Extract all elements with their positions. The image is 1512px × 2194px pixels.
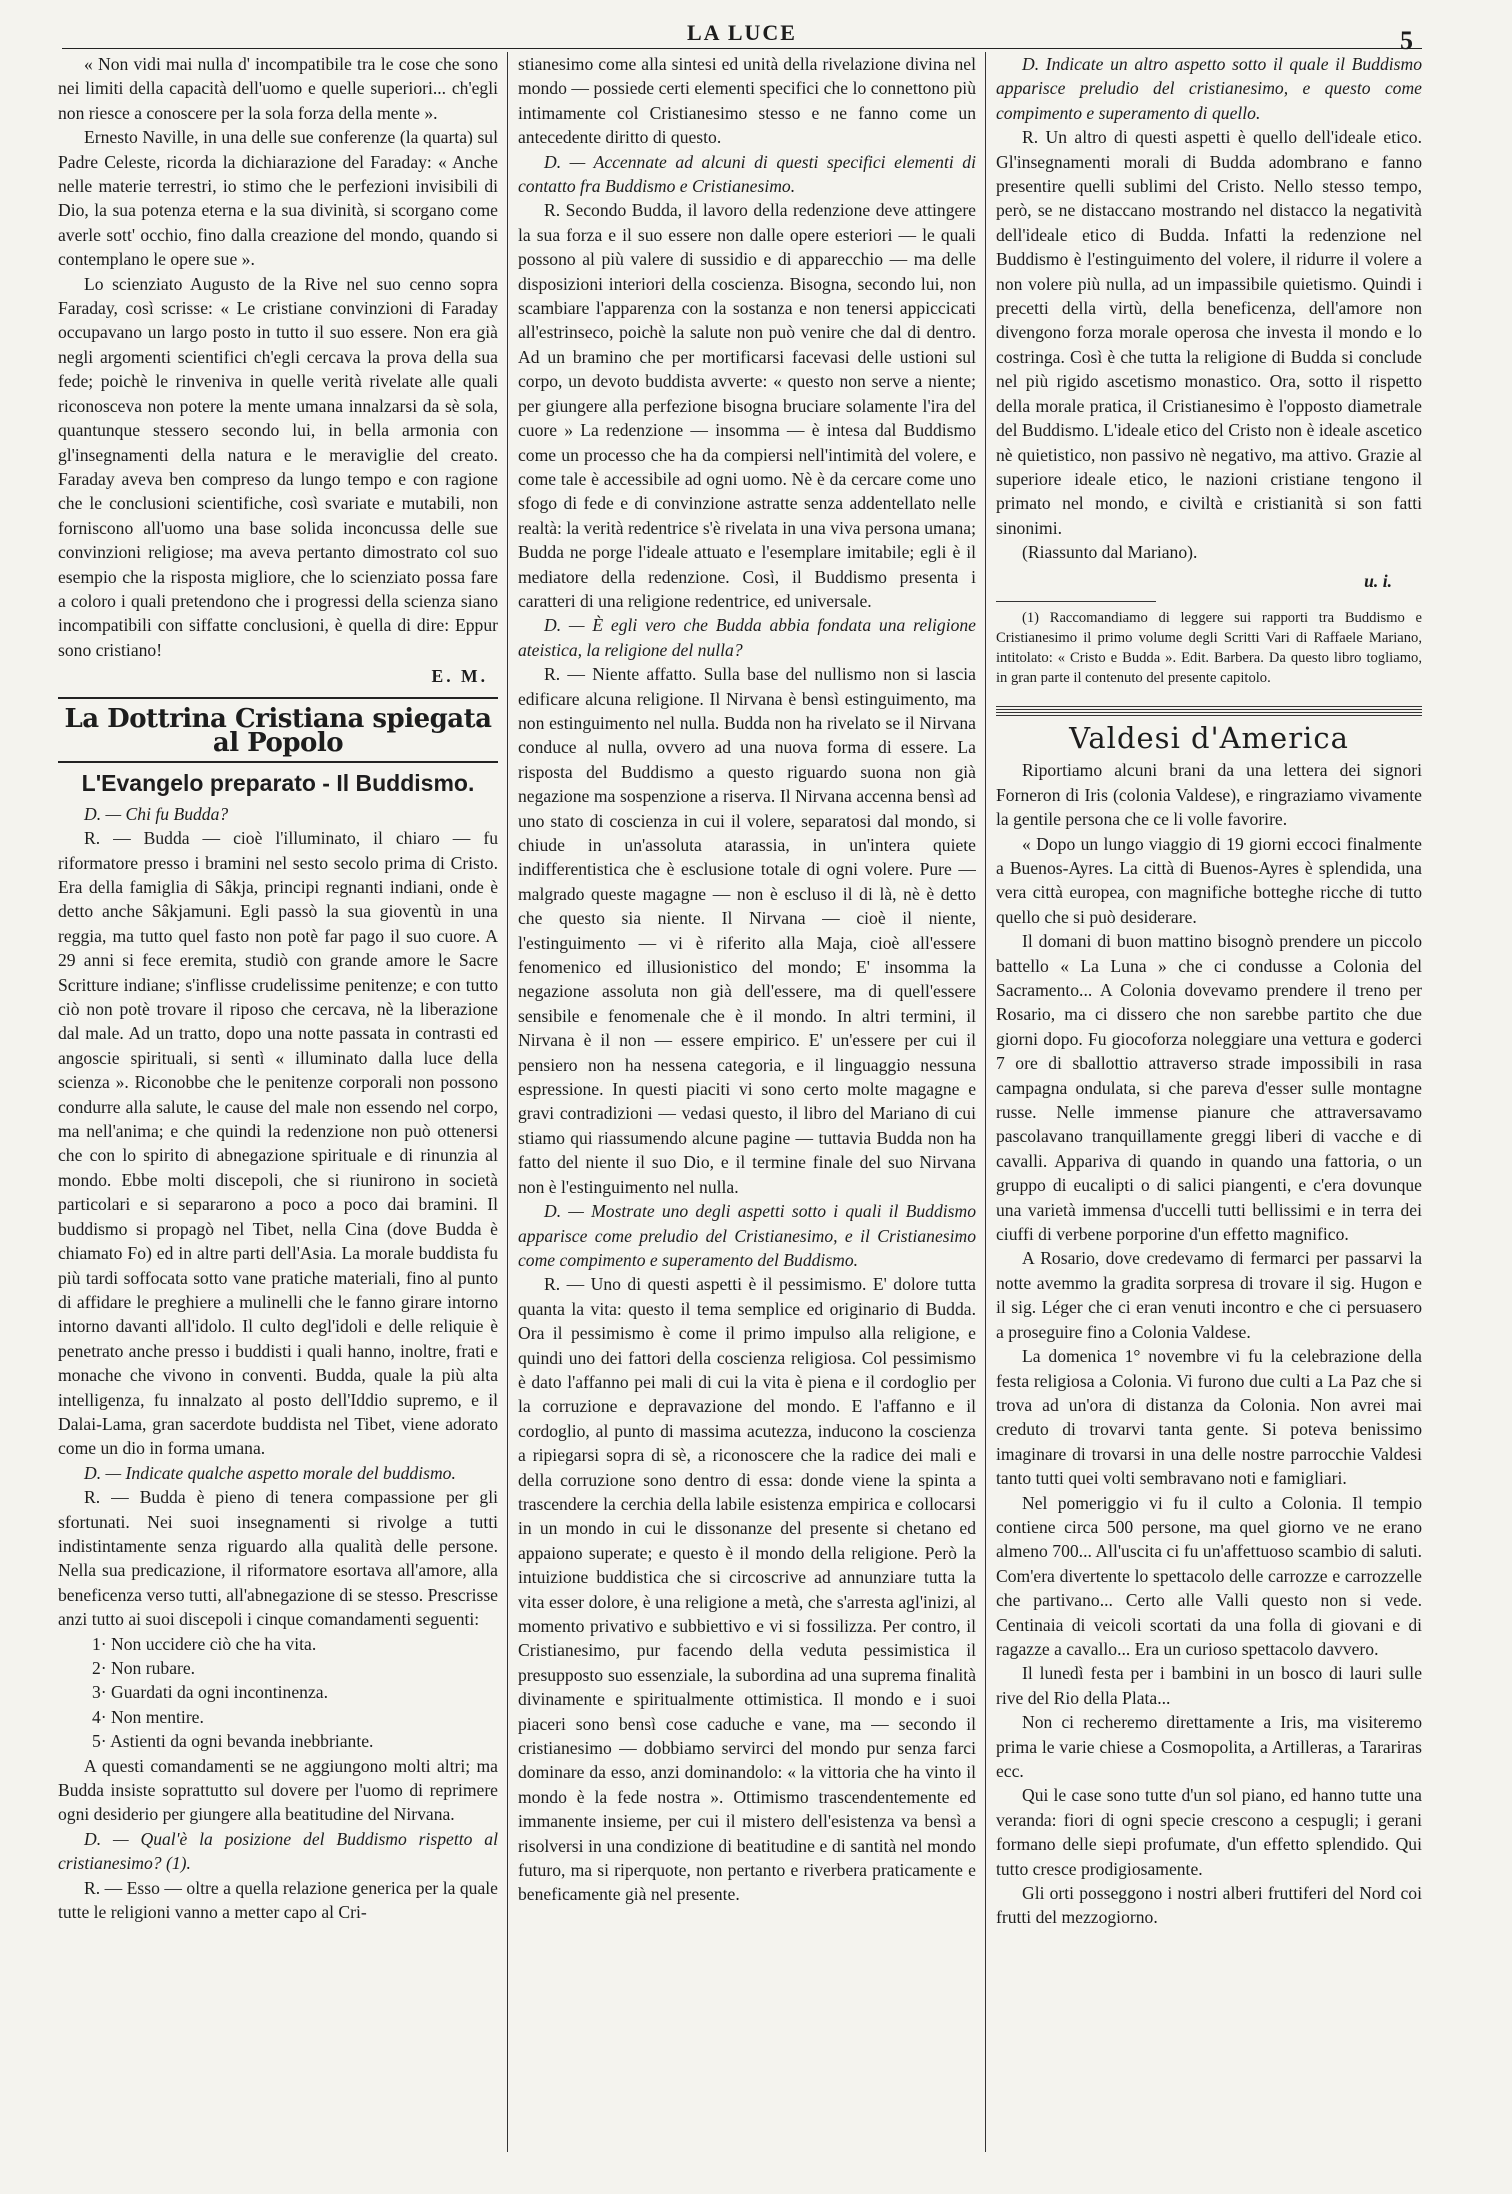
paragraph: Il domani di buon mattino bisognò prendere un piccolo battello « La Luna » che ci condusse a Colonia del Sacramento... A Colonia dovevamo prendere il treno per Rosario, ma ci dissero che non sarebbe partito che due giorni dopo. Fu giocoforza noleggiare una vettura e goderci 7 ore di sballottio attraverso strade impossibili in rasa campagna ondulata, si che pareva d'esser sulle montagne russe. Nelle immense pianure che attraversavamo pascolavano tranquillamente greggi liberi di vacche e di cavalli. Appariva di quando in quando una fattoria, o un gruppo di eucalipti o di salici piangenti, e c'era dovunque una varietà immensa d'uccelli tutti bellissimi e in terra dei ciuffi di verbene porporine d'un effetto magnifico. xyxy=(996,931,1422,1245)
question: D. — Chi fu Budda? xyxy=(84,803,229,824)
question: D. — Accennate ad alcuni di questi specifici elementi di contatto fra Buddismo e Cristianesimo. xyxy=(518,151,976,197)
list-item: 3· Guardati da ogni incontinenza. xyxy=(92,1682,328,1703)
answer: R. Secondo Budda, il lavoro della redenzione deve attingere la sua forza e il suo essere non dalle opere esteriori — le quali possono al più valere di sussidio e di apparecchio — ma delle disposizioni interiori della coscienza. Bisogna, secondo lui, non scambiare l'apparenza con la sostanza e non tenersi appiccicati all'estrinseco, poichè la salute non può venire che dal di dentro. Ad un bramino che per mortificarsi facevasi delle ustioni sul corpo, un devoto buddista avverte: « questo non serve a niente; per giungere alla perfezione bisogna bruciare solamente l'ira del cuore » La redenzione — insomma — è intesa dal Buddismo come un processo che ha da compiersi nell'intimità del volere, e come tale è accessibile ad ogni uomo. Nè è da cercare come uno sfogo di fede e di convinzione astratte senza addentellato nelle realtà: la verità redentrice s'è rivelata in una viva persona umana; Budda ne porge l'ideale attuato e l'esemplare imitabile; egli è il mediatore della redenzione. Così, il Buddismo presenta i caratteri di una religione redentrice, ed universale. xyxy=(518,200,976,611)
answer: R. — Niente affatto. Sulla base del nullismo non si lascia edificare alcuna religione. Il Nirvana è bensì estinguimento, ma non estinguimento nel nulla. Budda non ha rivelato se il Nirvana conduce al nulla, ovvero ad una nuova forma di essere. La risposta del Buddismo a questo riguardo suona non già negazione ma sospenzione a riserva. Il Nirvana accenna bensì ad uno stato di coscienza in cui il volere, separatosi dal mondo, si chiude in un'assoluta atarassia, in un'intera quiete indifferentistica che è esclusione totale di ogni volere. Pure — malgrado queste magagne — non è escluso il di là, nè è detto che questo sia niente. Il Nirvana — cioè il niente, l'estinguimento — vi è riferito alla Maja, cioè all'essere fenomenico ed illusionistico del mondo; E' insomma la negazione assoluta non già dell'essere, ma di quell'essere sensibile e fenomenale che è il mondo. In altri termini, il Nirvana è il non — essere empirico. E' un'essere per cui il pensiero non ha nessena categoria, e il linguaggio nessuna espressione. In questi piaciti vi sono certo molte magagne e gravi contradizioni — vedasi questo, il libro del Mariano di cui stiamo qui riassumendo alcune pagine — tuttavia Budda non ha fatto del niente il suo Dio, e il termine finale del suo Nirvana non è l'estinguimento nel nulla. xyxy=(518,664,976,1197)
column-2 xyxy=(518,52,976,2152)
paragraph: « Non vidi mai nulla d' incompatibile tra le cose che sono nei limiti della capacità dell'uomo e quelle superiori... ch'egli non riesce a conoscere per la sola forza della mente ». xyxy=(58,54,498,123)
footnote: (1) Raccomandiamo di leggere sui rapporti tra Buddismo e Cristianesimo il primo volume degli Scritti Vari di Raffaele Mariano, intitolato: « Cristo e Budda ». Edit. Barbera. Da questo libro togliamo, in gran parte il contenuto del presente capitolo. xyxy=(996,609,1422,686)
paragraph: Riportiamo alcuni brani da una lettera dei signori Forneron di Iris (colonia Valdese), e ringraziamo vivamente la gentile persona che ce li volle favorire. xyxy=(996,760,1422,830)
section-divider xyxy=(996,704,1422,716)
paragraph: A questi comandamenti se ne aggiungono molti altri; ma Budda insiste soprattutto sul dovere per l'uomo di reprimere ogni desiderio per giungere alla beatitudine del Nirvana. xyxy=(58,1755,498,1825)
question: D. — Indicate qualche aspetto morale del buddismo. xyxy=(84,1462,456,1483)
paragraph: A Rosario, dove credevamo di fermarci per passarvi la notte avemmo la gradita sorpresa di trovare il sig. Hugon e il sig. Léger che ci eran venuti incontro e che ci persuasero a proseguire fino a Colonia Valdese. xyxy=(996,1248,1422,1342)
page-number: 5 xyxy=(1400,26,1413,55)
author-signature: E. M. xyxy=(431,666,488,687)
paragraph: Il lunedì festa per i bambini in un bosco di lauri sulle rive del Rio della Plata... xyxy=(996,1663,1422,1708)
paragraph: Ernesto Naville, in una delle sue conferenze (la quarta) sul Padre Celeste, ricorda la dichiarazione del Faraday: « Anche nelle materie terrestri, io stimo che le perfezioni invisibili di Dio, la sua potenza eterna e la sua divinità, si scorgano come averle sott' occhio, fino dalla creazione del mondo, quando si contemplano le opere sue ». xyxy=(58,127,498,270)
paragraph: Lo scienziato Augusto de la Rive nel suo cenno sopra Faraday, così scrisse: « Le cristiane convinzioni di Faraday occupavano un largo posto in tutto il suo essere. Non era già negli argomenti scientifici ch'egli cercava la prova della sua fede; poichè le rinveniva in quelle verità rivelate alle quali riconosceva non potere la mente umana innalzarsi da sè sola, quantunque stessero secondo lui, in bella armonia con gl'insegnamenti della natura e le meraviglie del creato. Faraday aveva ben compreso da lungo tempo e con ragione che le conclusioni scientifiche, così svariate e mutabili, non forniscono all'uomo una base solida inconcussa delle sue convinzioni religiose; ma aveva pertanto dimostrato col suo esempio che la risposta migliore, che lo scienziato possa fare a coloro i quali pretendono che i progressi della scienza siano incompatibili con siffatte conclusioni, è quella di dire: Eppur sono cristiano! xyxy=(58,273,498,660)
footnote-divider xyxy=(996,601,1156,602)
section-title: La Dottrina Cristiana spiegata al Popolo xyxy=(58,697,498,764)
paragraph: La domenica 1° novembre vi fu la celebrazione della festa religiosa a Colonia. Vi furono due culti a La Paz che si trova ad un'ora di distanza da Colonia. Non avrei mai creduto di trovarvi tanta gente. Si poteva benissimo imaginare di trovarsi in una delle nostre parrocchie Valdesi tanto tutti quei volti sembravano noti e famigliari. xyxy=(996,1346,1422,1489)
list-item: 1· Non uccidere ciò che ha vita. xyxy=(92,1633,317,1654)
commandments-list xyxy=(58,1632,498,1754)
column-3 xyxy=(996,52,1422,2152)
question: D. Indicate un altro aspetto sotto il quale il Buddismo apparisce preludio del cristianesimo, e questo come compimento e superamento di quello. xyxy=(996,54,1422,123)
paragraph: Non ci recheremo direttamente a Iris, ma visiteremo prima le varie chiese a Cosmopolita, a Artilleras, a Tarariras ecc. xyxy=(996,1712,1422,1781)
masthead-title: LA LUCE xyxy=(687,20,797,45)
answer: R. — Budda — cioè l'illuminato, il chiaro — fu riformatore presso i bramini nel sesto secolo prima di Cristo. Era della famiglia di Sâkja, principi regnanti indiani, onde è detto anche Sâkjamuni. Egli passò la sua gioventù in una reggia, ma tutto quel fasto non potè far pago il suo cuore. A 29 anni si fece eremita, studiò con grande amore le Sacre Scritture indiane; s'inflisse crudelissime penitenze; e con tutto ciò non potè trovare il riposo che cercava, nè la liberazione dal male. Ad un tratto, dopo una notte passata in contrasti ed angoscie spirituali, si sentì « illuminato dalla luce della scienza ». Riconobbe che le penitenze corporali non possono condurre alla salute, le cause del male non essendo nel corpo, ma nell'anima; e che quindi la redenzione non può ottenersi che con lo spirito di abnegazione spirituale e di rinunzia al mondo. Ebbe molti discepoli, che si riunirono in società particolari e si separarono a poco a poco dai bramini. Il buddismo si propagò nel Tibet, nella Cina (dove Budda è chiamato Fo) ed in altre parti dell'Asia. La morale buddista fu più tardi soffocata sotto vane pratiche materiali, fino al punto di affidare le preghiere a mulinelli che le fanno girare intorno intorno davanti all'idolo. Il culto degl'idoli e delle reliquie è penetrato anche presso i buddisti i quali hanno, inoltre, frati e monache che vivono in conventi. Budda, quale la più alta intelligenza, fu innalzato al posto dell'Iddio supremo, e il Dalai-Lama, gran sacerdote buddista nel Tibet, viene adorato come un dio in forma umana. xyxy=(58,828,498,1459)
list-item: 2· Non rubare. xyxy=(92,1658,196,1678)
paragraph: Qui le case sono tutte d'un sol piano, ed hanno tutte una veranda: fiori di ogni specie crescono a cespugli; i gerani formano delle siepi profumate, d'un effetto splendido. Qui tutto cresce prodigiosamente. xyxy=(996,1785,1422,1879)
article-subtitle: L'Evangelo preparato - Il Buddismo. xyxy=(81,770,475,797)
paragraph: « Dopo un lungo viaggio di 19 giorni eccoci finalmente a Buenos-Ayres. La città di Buenos-Ayres è splendida, una vera città europea, con magnifiche botteghe ricche di tutto quello che si può desiderare. xyxy=(996,833,1422,927)
paragraph: Nel pomeriggio vi fu il culto a Colonia. Il tempio contiene circa 500 persone, ma quel giorno ve ne erano almeno 700... All'uscita ci fu un'affettuoso scambio di saluti. Com'era divertente lo spettacolo delle carrozze e carrozzelle che partivano... Certo alle Valli questo non si vede. Centinaia di veicoli scortati da una folla di giovani e di ragazze a cavallo... Era un curioso spettacolo davvero. xyxy=(996,1492,1422,1659)
masthead xyxy=(62,20,1422,49)
author-initials: u. i. xyxy=(1364,570,1392,591)
column-1 xyxy=(58,52,498,2152)
list-item: 5· Astienti da ogni bevanda inebbriante. xyxy=(92,1731,374,1752)
column-rule xyxy=(985,52,986,2152)
question: D. — Mostrate uno degli aspetti sotto i quali il Buddismo apparisce come preludio del Cristianesimo, e il Cristianesimo come compimento e superamento del Buddismo. xyxy=(518,1201,976,1270)
paragraph: stianesimo come alla sintesi ed unità della rivelazione divina nel mondo — possiede certi elementi specifici che lo connettono più intimamente col Cristianesimo stesso e ne fanno come un antecedente diritto di questo. xyxy=(518,54,976,148)
answer: R. Un altro di questi aspetti è quello dell'ideale etico. Gl'insegnamenti morali di Budda adombrano e fanno presentire quelli sublimi del Cristo. Nello stesso tempo, però, se ne distaccano mostrando nel distacco la negatività dell'ideale etico di Budda. Infatti la redenzione nel Buddismo è l'estinguimento del volere, il ridurre il volere a non volere più nulla, ad un impassibile quietismo. Quindi i precetti della virtù, della beneficenza, dell'amore non divengono forza morale operosa che investa il mondo e lo costringa. Così è che tutta la religione di Budda si conclude nel più rigido ascetismo monastico. Ora, sotto il rispetto della morale pratica, il Cristianesimo è l'opposto diametrale del Buddismo. L'ideale etico del Cristo non è ideale ascetico nè quietistico, non passivo nè negativo, ma attivo. Grazie al superiore ideale etico, le nazioni cristiane tengono il primato nel mondo, e civiltà e cristianità si son fatti sinonimi. xyxy=(996,127,1422,538)
answer: R. — Esso — oltre a quella relazione generica per la quale tutte le religioni vanno a metter capo al Cri- xyxy=(58,1877,498,1923)
column-rule xyxy=(507,52,508,2152)
answer: R. — Uno di questi aspetti è il pessimismo. E' dolore tutta quanta la vita: questo il tema semplice ed originario di Budda. Ora il pessimismo è come il primo impulso alla religione, e quindi uno dei fattori della coscienza religiosa. Col pessimismo è dato l'affanno pei mali di cui la vita è piena e il cordoglio per la corruzione e depravazione del mondo. E l'affanno e il cordoglio, al punto di massima acutezza, inducono la coscienza a ripiegarsi sopra di sè, a riconoscere che la radice dei mali e della corruzione sono dentro di essa: donde viene la spinta a trascendere la cerchia della labile esistenza empirica e collocarsi in un mondo in cui le dissonanze del presente si chetano ed appaiono superate; e questo è il mondo della religione. Però la intuizione buddistica che si circoscrive ad annunziare tutta la vita esser dolore, è una religione a metà, che s'arresta agl'inizi, al momento privativo e subbiettivo e vi si fossilizza. Per contro, il Cristianesimo, pur facendo della veduta pessimistica il presupposto suo essenziale, la subordina ad una suprema finalità divinamente e spiritualmente ottimistica. Il mondo e i suoi piaceri sono bensì cose caduche e vane, ma — secondo il cristianesimo — dobbiamo servirci del mondo pur senza farci dominare da esso, anzi dominandolo: « la vittoria che ha vinto il mondo è la fede nostra ». Ottimismo trascendentemente ed immanente insieme, per cui il mistero dell'esistenza va bensì a risolversi in una condizione di beatitudine e di santità nel mondo futuro, ma si riperquote, non pertanto e riverbera praticamente e beneficamente già nel presente. xyxy=(518,1274,976,1905)
question: D. — È egli vero che Budda abbia fondata una religione ateistica, la religione del nulla? xyxy=(518,615,976,660)
paragraph: Gli orti posseggono i nostri alberi fruttiferi del Nord coi frutti del mezzogiorno. xyxy=(996,1883,1422,1928)
source-credit: (Riassunto dal Mariano). xyxy=(1022,542,1198,563)
answer: R. — Budda è pieno di tenera compassione per gli sfortunati. Nei suoi insegnamenti si rivolge a tutti indistintamente senza riguardo alla qualità delle persone. Nella sua predicazione, il riformatore esortava all'amore, alla beneficenza verso tutti, all'abnegazione di se stesso. Prescrisse anzi tutto ai suoi discepoli i cinque comandamenti seguenti: xyxy=(58,1487,498,1630)
article-title: Valdesi d'America xyxy=(1069,720,1349,755)
question: D. — Qual'è la posizione del Buddismo rispetto al cristianesimo? (1). xyxy=(58,1828,498,1874)
list-item: 4· Non mentire. xyxy=(92,1706,204,1727)
